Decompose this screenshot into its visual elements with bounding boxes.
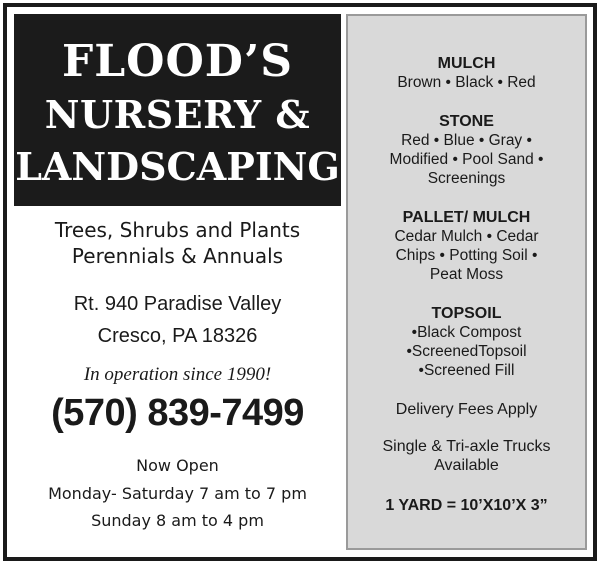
logo-line-3: LANDSCAPING [15,144,340,189]
pallet-mulch-line-1: Cedar Mulch • Cedar [394,228,539,245]
pallet-mulch-line-2: Chips • Potting Soil • [395,247,538,264]
address-line-2: Cresco, PA 18326 [97,325,258,347]
yard-note: 1 YARD = 10’X10’X 3” [385,497,548,514]
stone-line-3: Screenings [427,170,506,187]
trucks-line-2: Available [434,457,499,474]
mulch-line-1: Brown • Black • Red [397,74,536,91]
stone-title: STONE [439,113,494,130]
logo-line-2: NURSERY & [44,92,311,137]
left-column [14,14,341,544]
since-text: In operation since 1990! [83,364,272,385]
trucks-line-1: Single & Tri-axle Trucks [382,438,551,455]
hours-open: Now Open [136,456,219,475]
mulch-section [348,54,585,92]
phone-number[interactable]: (570) 839-7499 [51,392,304,434]
topsoil-line-1: •Black Compost [411,324,522,341]
delivery-note: Delivery Fees Apply [395,401,538,418]
topsoil-line-2: •ScreenedTopsoil [406,343,527,360]
stone-line-1: Red • Blue • Gray • [401,132,532,149]
tagline-line-1: Trees, Shrubs and Plants [54,218,301,242]
topsoil-section [348,304,585,380]
hours-weekday: Monday- Saturday 7 am to 7 pm [48,484,307,503]
logo-line-1: FLOOD’S [61,36,294,87]
mulch-title: MULCH [437,55,496,72]
pallet-mulch-section [348,208,585,284]
pallet-mulch-line-3: Peat Moss [429,266,504,283]
topsoil-title: TOPSOIL [431,305,502,322]
stone-section [348,112,585,188]
trucks-section [348,437,585,475]
tagline-line-2: Perennials & Annuals [71,244,284,268]
stone-line-2: Modified • Pool Sand • [389,151,544,168]
pallet-mulch-title: PALLET/ MULCH [402,209,531,226]
topsoil-line-3: •Screened Fill [418,362,515,379]
business-logo [14,14,341,206]
products-panel [346,14,587,550]
hours-sunday: Sunday 8 am to 4 pm [91,511,264,530]
address-line-1: Rt. 940 Paradise Valley [73,293,282,315]
